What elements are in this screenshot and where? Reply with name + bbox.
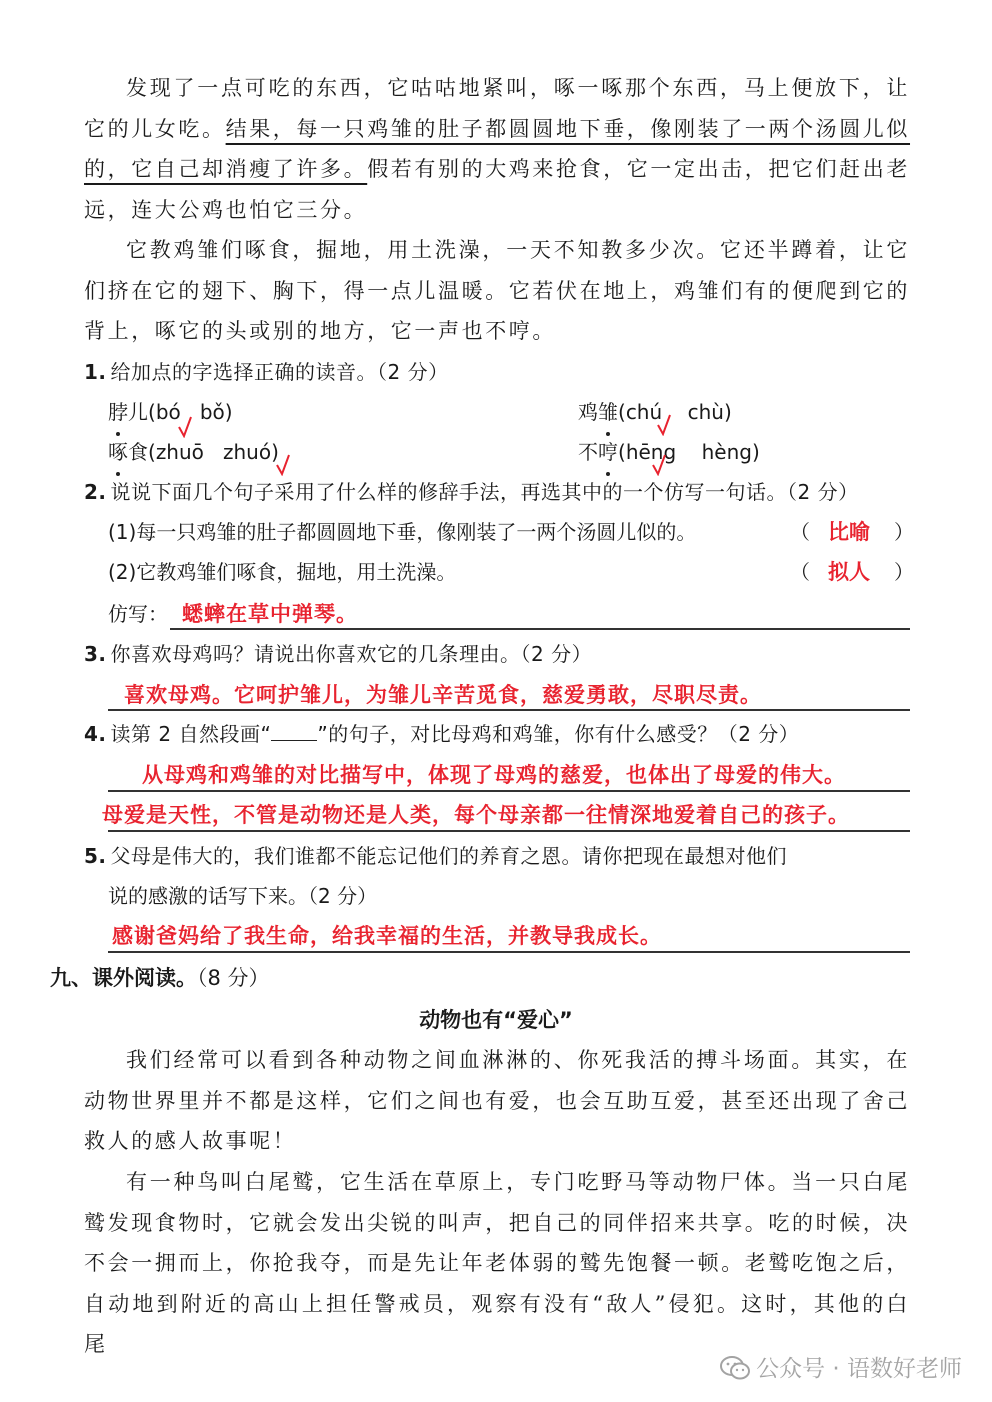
question-number: 3. (84, 642, 107, 666)
question-1 (84, 352, 449, 392)
pinyin-option: chù (687, 400, 724, 424)
blank-line (271, 720, 317, 741)
pinyin-option: chú (625, 400, 663, 424)
dotted-char: 哼 (598, 432, 618, 472)
question-4-answer-line-2: 母爱是天性，不管是动物还是人类，每个母亲都一往情深地爱着自己的孩子。 (102, 802, 850, 827)
dotted-char: 啄 (108, 432, 128, 472)
section-points: （8 分） (197, 966, 270, 990)
question-number: 5. (84, 844, 107, 868)
question-5-text-line-2: 说的感激的话写下来。（2 分） (108, 884, 378, 908)
reading-paragraph-2 (84, 1162, 910, 1365)
section-label: 九、课外阅读。 (50, 966, 197, 990)
reading-title: 动物也有“爱心” (419, 1008, 573, 1032)
sentence-1: (1)每一只鸡雏的肚子都圆圆地下垂，像刚装了一两个汤圆儿似的。 (108, 520, 697, 544)
question-2 (84, 472, 859, 512)
watermark-text: 公众号 · 语数好老师 (756, 1356, 962, 1382)
reading-paragraph-1 (84, 1040, 910, 1162)
question-text: 给加点的字选择正确的读音。（2 分） (110, 360, 449, 384)
passage-text: 它教鸡雏们啄食，掘地，用土洗澡，一天不知教多少次。它还半蹲着，让它们挤在它的翅下、胸下，得一点儿温暖。它若伏在地上，鸡雏们有的便爬到它的背上，啄它的头或别的地方，它一声也不哼。 (84, 238, 910, 343)
passage-paragraph-1 (84, 68, 910, 230)
pinyin-item-3: 啄食(zhuō zhuó) (108, 432, 279, 472)
question-5 (84, 836, 787, 876)
question-text: 说说下面几个句子采用了什么样的修辞手法，再选其中的一个仿写一句话。（2 分） (110, 480, 859, 504)
imitate-label: 仿写： (108, 602, 168, 626)
imitate-answer: 蟋蟀在草中弹琴。 (182, 601, 358, 626)
answer-line (108, 830, 910, 832)
answer-line (108, 951, 910, 953)
underlined-sentence: 结果，每一只鸡雏的肚子都圆圆地下垂，像刚装了一两个汤圆儿似的，它自己却消瘦了许多。 (84, 116, 911, 181)
watermark (720, 1350, 962, 1383)
dotted-char: 雏 (598, 392, 618, 432)
question-4 (84, 714, 799, 754)
answer-paren-open: （ (790, 520, 810, 544)
pinyin-option: bó (155, 400, 181, 424)
question-text: 你喜欢母鸡吗？请说出你喜欢它的几条理由。（2 分） (110, 642, 593, 666)
question-text: ”的句子，对比母鸡和鸡雏，你有什么感受？（2 分） (317, 722, 800, 746)
passage-text: 假若有别的大鸡来抢食，它一定出击，把它们赶出老远，连大公鸡也怕它三分。 (84, 157, 911, 222)
question-text: 读第 2 自然段画“ (110, 722, 272, 746)
sentence-2: (2)它教鸡雏们啄食，掘地，用土洗澡。 (108, 560, 457, 584)
question-3 (84, 634, 592, 674)
pinyin-option: hēng (625, 440, 677, 464)
char: 不 (578, 440, 598, 464)
char: 鸡 (578, 400, 598, 424)
pinyin-option: zhuō (155, 440, 204, 464)
question-4-answer-line-1: 从母鸡和鸡雏的对比描写中，体现了母鸡的慈爱，也体出了母爱的伟大。 (142, 762, 846, 787)
char: 儿 (128, 400, 148, 424)
char: 食 (128, 440, 148, 464)
passage-text: 我们经常可以看到各种动物之间血淋淋的、你死我活的搏斗场面。其实，在动物世界里并不都是这样，它们之间也有爱，也会互助互爱，甚至还出现了舍己救人的感人故事呢！ (84, 1048, 910, 1153)
passage-paragraph-2 (84, 230, 910, 352)
answer-line (108, 709, 910, 711)
pinyin-item-1: 脖儿(bó bǒ) (108, 392, 233, 432)
answer-paren-close: ） (894, 560, 914, 584)
rhetoric-answer-2: 拟人 (828, 560, 870, 584)
pinyin-item-2: 鸡雏(chú chù) (578, 392, 732, 432)
pinyin-option: bǒ (199, 400, 225, 424)
dotted-char: 脖 (108, 392, 128, 432)
answer-line (170, 628, 910, 630)
passage-text: 有一种鸟叫白尾鹫，它生活在草原上，专门吃野马等动物尸体。当一只白尾鹫发现食物时，它就会发出尖锐的叫声，把自己的同伴招来共享。吃的时候，决不会一拥而上，你抢我夺，而是先让年老体弱的鹫先饱餐一顿。老鹫吃饱之后，自动地到附近的高山上担任警戒员，观察有没有“敌人”侵犯。这时，其他的白尾 (84, 1170, 910, 1356)
passage-text: 发现了一点可吃的东西，它咕咕地紧叫，啄一啄那个东西，马上便放下，让它的儿女吃。 (84, 76, 910, 141)
question-5-answer: 感谢爸妈给了我生命，给我幸福的生活，并教导我成长。 (112, 923, 662, 948)
answer-line (108, 790, 910, 792)
question-3-answer: 喜欢母鸡。它呵护雏儿，为雏儿辛苦觅食，慈爱勇敢，尽职尽责。 (124, 682, 762, 707)
pinyin-item-4: 不哼(hēng hèng) (578, 432, 760, 472)
question-number: 4. (84, 722, 107, 746)
section-9-heading (50, 958, 270, 998)
question-number: 1. (84, 360, 107, 384)
question-number: 2. (84, 480, 107, 504)
rhetoric-answer-1: 比喻 (828, 520, 870, 544)
pinyin-option: zhuó (222, 440, 272, 464)
pinyin-option: hèng (701, 440, 752, 464)
wechat-icon (720, 1355, 750, 1381)
answer-paren-open: （ (790, 560, 810, 584)
question-text: 父母是伟大的，我们谁都不能忘记他们的养育之恩。请你把现在最想对他们 (110, 844, 788, 868)
answer-paren-close: ） (894, 520, 914, 544)
